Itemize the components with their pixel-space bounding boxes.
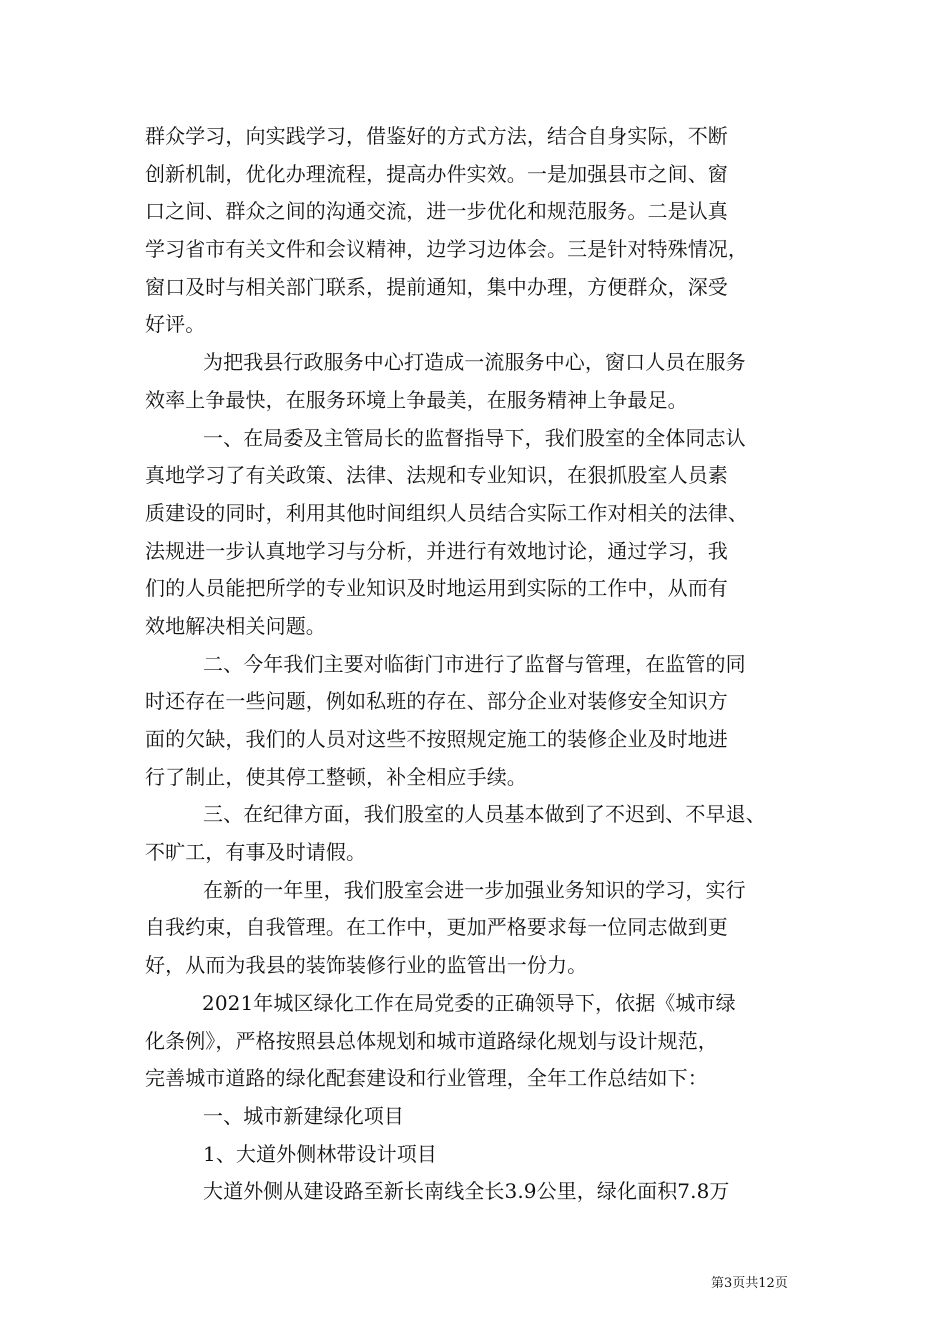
text-line: 一、在局委及主管局长的监督指导下，我们股室的全体同志认 xyxy=(203,425,746,450)
text-line: 1、大道外侧林带设计项目 xyxy=(203,1141,437,1166)
text-line: 真地学习了有关政策、法律、法规和专业知识，在狠抓股室人员素 xyxy=(145,463,728,488)
text-line: 一、城市新建绿化项目 xyxy=(203,1103,404,1128)
text-line: 大道外侧从建设路至新长南线全长3.9公里，绿化面积7.8万 xyxy=(203,1179,730,1204)
text-line: 学习省市有关文件和会议精神，边学习边体会。三是针对特殊情况， xyxy=(145,237,748,262)
text-line: 创新机制，优化办理流程，提高办件实效。一是加强县市之间、窗 xyxy=(145,161,728,186)
page-number: 第3页共12页 xyxy=(711,1276,788,1291)
text-line: 窗口及时与相关部门联系，提前通知，集中办理，方便群众，深受 xyxy=(145,274,728,299)
text-line: 完善城市道路的绿化配套建设和行业管理，全年工作总结如下： xyxy=(145,1066,708,1091)
text-line: 三、在纪律方面，我们股室的人员基本做到了不迟到、不早退、 xyxy=(203,802,766,827)
text-line: 为把我县行政服务中心打造成一流服务中心，窗口人员在服务 xyxy=(203,350,746,375)
text-line: 2021年城区绿化工作在局党委的正确领导下，依据《城市绿 xyxy=(202,990,736,1015)
text-line: 好，从而为我县的装饰装修行业的监管出一份力。 xyxy=(145,953,588,978)
text-line: 们的人员能把所学的专业知识及时地运用到实际的工作中，从而有 xyxy=(145,576,728,601)
text-line: 时还存在一些问题，例如私班的存在、部分企业对装修安全知识方 xyxy=(145,689,728,714)
text-line: 行了制止，使其停工整顿，补全相应手续。 xyxy=(145,764,527,789)
text-line: 法规进一步认真地学习与分析，并进行有效地讨论，通过学习，我 xyxy=(145,538,728,563)
text-line: 质建设的同时，利用其他时间组织人员结合实际工作对相关的法律、 xyxy=(145,500,748,525)
text-line: 化条例》，严格按照县总体规划和城市道路绿化规划与设计规范， xyxy=(145,1028,718,1053)
text-line: 效率上争最快，在服务环境上争最美，在服务精神上争最足。 xyxy=(145,387,688,412)
text-line: 自我约束，自我管理。在工作中，更加严格要求每一位同志做到更 xyxy=(145,915,728,940)
text-line: 不旷工，有事及时请假。 xyxy=(145,840,367,865)
text-line: 面的欠缺，我们的人员对这些不按照规定施工的装修企业及时地进 xyxy=(145,727,728,751)
text-line: 口之间、群众之间的沟通交流，进一步优化和规范服务。二是认真 xyxy=(145,199,728,224)
text-line: 在新的一年里，我们股室会进一步加强业务知识的学习，实行 xyxy=(203,877,746,902)
text-line: 二、今年我们主要对临街门市进行了监督与管理，在监管的同 xyxy=(203,651,746,676)
text-line: 群众学习，向实践学习，借鉴好的方式方法，结合自身实际，不断 xyxy=(145,124,728,148)
document-body xyxy=(145,118,810,1211)
text-line: 好评。 xyxy=(145,312,206,337)
text-line: 效地解决相关问题。 xyxy=(145,613,326,638)
